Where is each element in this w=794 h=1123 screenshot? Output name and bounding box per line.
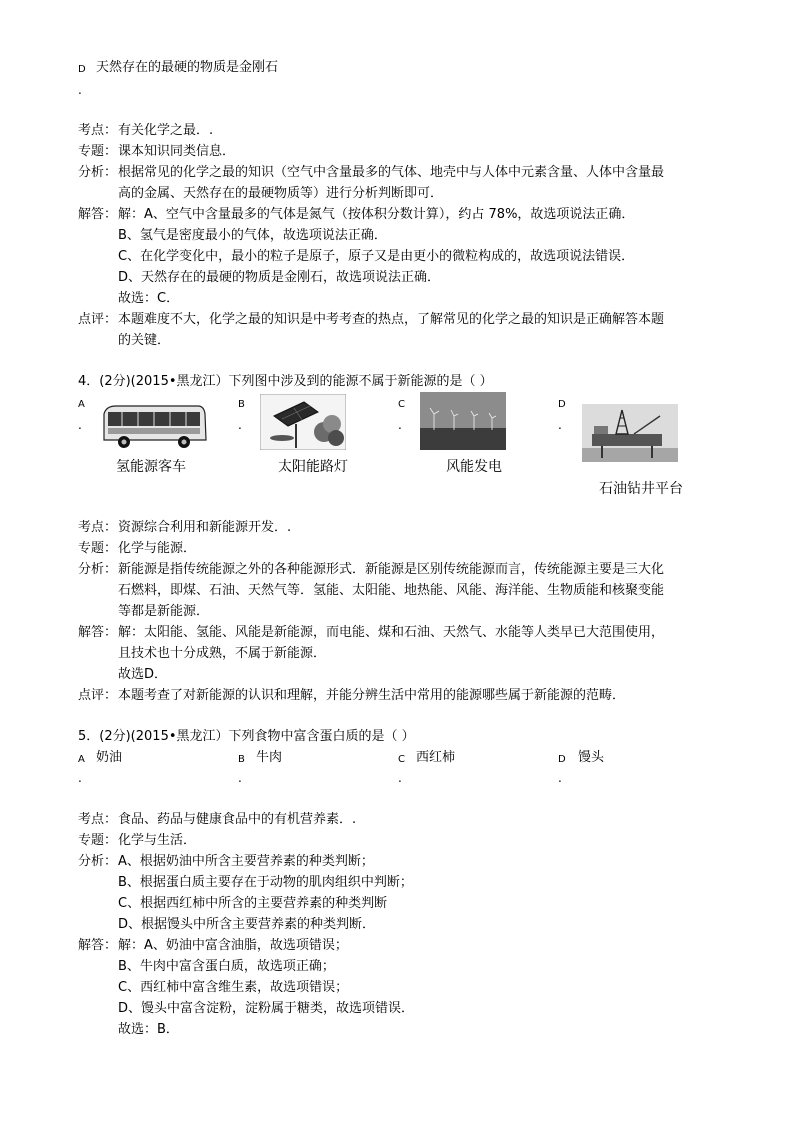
jieda-label: 解答：: [78, 625, 118, 640]
q4-option-c-letter: C: [398, 399, 405, 410]
jieda-line: 故选D．: [118, 667, 168, 682]
dianping-line: 的关键．: [118, 333, 171, 348]
q5-option-b-text: 牛肉: [256, 750, 283, 765]
q4-option-c-caption: 风能发电: [446, 459, 502, 475]
jieda-line: 故选：B．: [118, 1022, 179, 1037]
question-4-stem: 4．(2分)(2015•黑龙江）下列图中涉及到的能源不属于新能源的是（ ）: [78, 374, 493, 389]
kaodian-label: 考点：: [78, 812, 118, 827]
q5-option-a-text: 奶油: [96, 750, 123, 765]
kaodian-text: 有关化学之最．.: [118, 123, 214, 138]
zhuanti-label: 专题：: [78, 541, 118, 556]
q4-option-b-dot: .: [238, 418, 242, 432]
fenxi-line: 等都是新能源．: [118, 604, 210, 619]
fenxi-line: 石燃料，即煤、石油、天然气等．氢能、太阳能、地热能、风能、海洋能、生物质能和核聚变能: [118, 583, 665, 598]
q4-option-b-letter: B: [238, 399, 245, 410]
jieda-line: C、西红柿中富含维生素，故选项错误；: [118, 980, 349, 995]
zhuanti-text: 化学与能源．: [118, 541, 197, 556]
zhuanti-label: 专题：: [78, 144, 118, 159]
fenxi-label: 分析：: [78, 854, 118, 869]
jieda-label: 解答：: [78, 938, 118, 953]
fenxi-label: 分析：: [78, 165, 118, 180]
zhuanti-text: 化学与生活．: [118, 833, 197, 848]
q4-option-d-dot: .: [558, 418, 562, 432]
jieda-line: D、馒头中富含淀粉，淀粉属于糖类，故选项错误．: [118, 1001, 415, 1016]
q4-option-a-caption: 氢能源客车: [116, 459, 186, 475]
fenxi-line: C、根据西红柿中所含的主要营养素的种类判断: [118, 896, 388, 911]
q5-option-b-dot: .: [238, 771, 242, 785]
solar-lamp-photo-icon: [260, 394, 346, 450]
q4-option-a-dot: .: [78, 418, 82, 432]
zhuanti-text: 课本知识同类信息．: [118, 144, 236, 159]
kaodian-label: 考点：: [78, 123, 118, 138]
jieda-line: 解：太阳能、氢能、风能是新能源，而电能、煤和石油、天然气、水能等人类早已大范围使用，: [118, 625, 665, 640]
q4-option-d-caption: 石油钻井平台: [599, 481, 683, 497]
q5-option-d-letter: D: [558, 754, 566, 765]
dianping-line: 本题考查了对新能源的认识和理解，并能分辨生活中常用的能源哪些属于新能源的范畴．: [118, 688, 626, 703]
q4-option-a-letter: A: [78, 399, 85, 410]
dianping-label: 点评：: [78, 312, 118, 327]
fenxi-line: D、根据馒头中所含主要营养素的种类判断．: [118, 917, 376, 932]
q5-option-a-dot: .: [78, 771, 82, 785]
fenxi-line: 根据常见的化学之最的知识（空气中含量最多的气体、地壳中与人体中元素含量、人体中含量最: [118, 165, 665, 180]
q5-option-d-text: 馒头: [578, 750, 605, 765]
option-d-letter: D: [78, 64, 86, 75]
kaodian-label: 考点：: [78, 520, 118, 535]
fenxi-label: 分析：: [78, 562, 118, 577]
q5-option-c-dot: .: [398, 771, 402, 785]
q4-option-d-letter: D: [558, 399, 566, 410]
q5-option-d-dot: .: [558, 771, 562, 785]
jieda-line: 解：A、空气中含量最多的气体是氮气（按体积分数计算），约占 78%，故选项说法正确．: [118, 207, 635, 222]
option-d-text: 天然存在的最硬的物质是金刚石: [96, 60, 279, 75]
jieda-line: C、在化学变化中，最小的粒子是原子，原子又是由更小的微粒构成的，故选项说法错误．: [118, 249, 635, 264]
fenxi-line: 高的金属、天然存在的最硬物质等）进行分析判断即可．: [118, 186, 444, 201]
q4-option-c-dot: .: [398, 418, 402, 432]
jieda-label: 解答：: [78, 207, 118, 222]
jieda-line: B、氢气是密度最小的气体，故选项说法正确．: [118, 228, 387, 243]
q5-option-c-letter: C: [398, 754, 405, 765]
jieda-line: 故选：C．: [118, 291, 180, 306]
jieda-line: 且技术也十分成熟，不属于新能源．: [118, 646, 327, 661]
zhuanti-label: 专题：: [78, 833, 118, 848]
q5-option-c-text: 西红柿: [416, 750, 456, 765]
q5-option-a-letter: A: [78, 754, 85, 765]
kaodian-text: 资源综合利用和新能源开发．.: [118, 520, 292, 535]
dianping-line: 本题难度不大，化学之最的知识是中考考查的热点，了解常见的化学之最的知识是正确解答本题: [118, 312, 665, 327]
option-d-dot: .: [78, 83, 82, 97]
fenxi-line: B、根据蛋白质主要存在于动物的肌肉组织中判断；: [118, 875, 413, 890]
dianping-label: 点评：: [78, 688, 118, 703]
bus-photo-icon: [100, 400, 208, 452]
wind-farm-photo-icon: [420, 392, 506, 450]
fenxi-line: 新能源是指传统能源之外的各种能源形式．新能源是区别传统能源而言，传统能源主要是三大化: [118, 562, 665, 577]
jieda-line: B、牛肉中富含蛋白质，故选项正确；: [118, 959, 335, 974]
jieda-line: 解：A、奶油中富含油脂，故选项错误；: [118, 938, 348, 953]
question-5-stem: 5．(2分)(2015•黑龙江）下列食物中富含蛋白质的是（ ）: [78, 729, 415, 744]
q4-option-b-caption: 太阳能路灯: [278, 459, 348, 475]
oil-rig-photo-icon: [582, 404, 678, 462]
fenxi-line: A、根据奶油中所含主要营养素的种类判断；: [118, 854, 374, 869]
jieda-line: D、天然存在的最硬的物质是金刚石，故选项说法正确．: [118, 270, 441, 285]
q5-option-b-letter: B: [238, 754, 245, 765]
kaodian-text: 食品、药品与健康食品中的有机营养素．.: [118, 812, 357, 827]
